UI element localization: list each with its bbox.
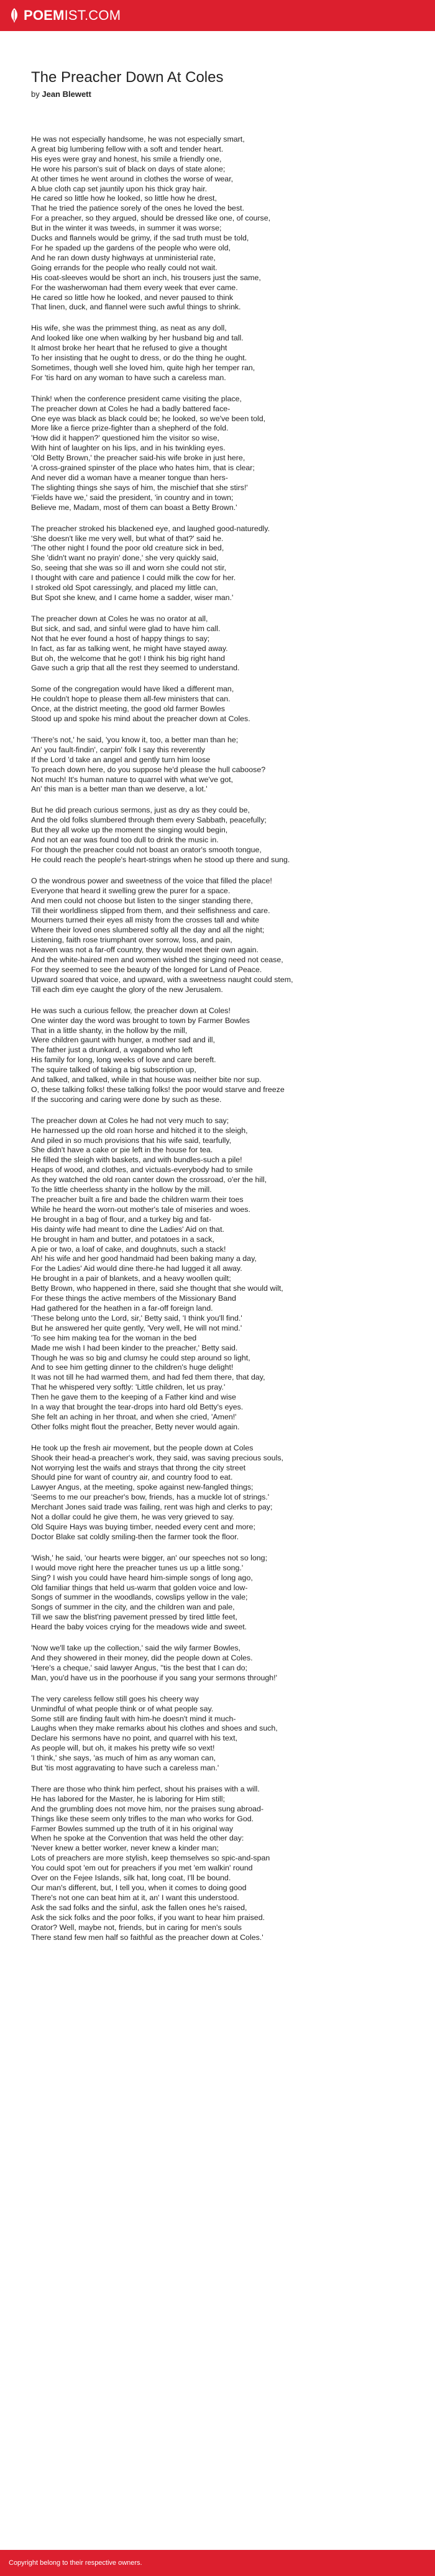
poem-line: The father just a drunkard, a vagabond who left	[31, 1045, 193, 1055]
poem-line: A blue cloth cap set jauntily upon his thick gray hair.	[31, 184, 208, 193]
poem-line: Over on the Fejee Islands, silk hat, long coat, I'll be bound.	[31, 1873, 231, 1883]
poem-line: For he spaded up the gardens of the people who were old,	[31, 243, 231, 252]
poem-line: But Spot she knew, and I came home a sadder, wiser man.'	[31, 593, 234, 602]
poem-line: And talked, and talked, while in that house was neither bite nor sup.	[31, 1075, 262, 1085]
poem-line: Heard the baby voices crying for the meadows wide and sweet.	[31, 1623, 247, 1632]
poem-stanza	[31, 1006, 404, 1105]
poem-line: In a way that brought the tear-drops into hard old Betty's eyes.	[31, 1403, 244, 1412]
poem-line: Sing? I wish you could have heard him-simple songs of long ago,	[31, 1573, 253, 1582]
poem-line: The preacher down at Coles he had a badly battered face-	[31, 404, 231, 413]
poem-line: To her insisting that he ought to dress, or do the thing he ought.	[31, 353, 247, 363]
poem-line: Where their loved ones slumbered softly all the day and all the night;	[31, 926, 265, 935]
poem-line: 'Now we'll take up the collection,' said the wily farmer Bowles,	[31, 1644, 240, 1653]
poem-line: She 'didn't want no prayin' done,' she very quickly said,	[31, 553, 219, 563]
poem-line: I would move right here the preacher tunes us up a little song.'	[31, 1563, 244, 1572]
logo-text	[24, 7, 121, 24]
logo-text-bold: POEM	[24, 7, 65, 23]
poem-line: There stand few men half so faithful as the preacher down at Coles.'	[31, 1932, 263, 1942]
poem-stanza	[31, 685, 404, 724]
poem-stanza	[31, 1785, 404, 1943]
poem-line: 'Fields have we,' said the president, 'in country and in town;	[31, 493, 234, 502]
poem-line: 'Wish,' he said, 'our hearts were bigger, an' our speeches not so long;	[31, 1553, 268, 1562]
poem-line: I thought with care and patience I could milk the cow for her.	[31, 573, 236, 583]
poem-line: It was not till he had warmed them, and had fed them there, that day,	[31, 1373, 265, 1382]
poem-line: But in the winter it was tweeds, in summer it was worse;	[31, 224, 222, 233]
poem-line: He was such a curious fellow, the preacher down at Coles!	[31, 1006, 231, 1015]
poem-line: If the Lord 'd take an angel and gently turn him loose	[31, 755, 211, 764]
poem-line: O the wondrous power and sweetness of the voice that filled the place!	[31, 876, 272, 885]
poem-line: He filled the sleigh with baskets, and with bundles-such a pile!	[31, 1155, 242, 1165]
poem-line: He couldn't hope to please them all-few ministers that can.	[31, 694, 231, 704]
poem-line: He has labored for the Master, he is laboring for Him still;	[31, 1794, 225, 1803]
author-link[interactable]: Jean Blewett	[42, 89, 91, 99]
poem-line: Other folks might flout the preacher, Betty never would again.	[31, 1422, 240, 1431]
poem-byline	[31, 89, 404, 99]
poem-line: At other times he went around in clothes the worse of wear,	[31, 174, 234, 183]
poem-stanza	[31, 135, 404, 312]
poem-line: He harnessed up the old roan horse and hitched it to the sleigh,	[31, 1126, 248, 1135]
poem-line: Think! when the conference president came visiting the place,	[31, 394, 242, 403]
poem-line: Doctor Blake sat coldly smiling-then the farmer took the floor.	[31, 1532, 239, 1541]
poem-line: Unmindful of what people think or of what people say.	[31, 1704, 214, 1713]
poem-stanza	[31, 1554, 404, 1632]
poem-line: Believe me, Madam, most of them can boast a Betty Brown.'	[31, 503, 237, 512]
poem-line: If the succoring and caring were done by such as these.	[31, 1095, 222, 1104]
poem-line: And men could not choose but listen to the singer standing there,	[31, 896, 253, 905]
poem-line: Had gathered for the heathen in a far-off foreign land.	[31, 1303, 213, 1313]
poem-line: For though the preacher could not boast an orator's smooth tongue,	[31, 845, 262, 854]
poem-line: And to see him getting dinner to the children's huge delight!	[31, 1363, 234, 1372]
byline-prefix: by	[31, 89, 40, 99]
poem-line: O, these talking folks! these talking folks! the poor would starve and freeze	[31, 1085, 285, 1094]
poem-line: He took up the fresh air movement, but the people down at Coles	[31, 1443, 254, 1452]
poem-line: But they all woke up the moment the singing would begin,	[31, 826, 228, 835]
poem-line: He brought in a bag of flour, and a turkey big and fat-	[31, 1214, 211, 1224]
poem-line: Till each dim eye caught the glory of the new Jerusalem.	[31, 985, 223, 994]
poem-stanza	[31, 614, 404, 673]
poem-line: 'These belong unto the Lord, sir,' Betty said, 'I think you'll find.'	[31, 1313, 242, 1322]
poem-line: Our man's different, but, I tell you, when it comes to doing good	[31, 1883, 247, 1892]
poem-line: She felt an aching in her throat, and when she cried, 'Amen!'	[31, 1412, 237, 1421]
poem-line: And not an ear was found too dull to drink the music in.	[31, 835, 219, 845]
poem-line: Things like these seem only trifles to the man who works for God.	[31, 1814, 254, 1823]
poem-line: The preacher down at Coles he had not very much to say;	[31, 1116, 229, 1125]
poem-line: He was not especially handsome, he was not especially smart,	[31, 135, 245, 143]
poem-line: Made me wish I had been kinder to the preacher,' Betty said.	[31, 1343, 238, 1352]
poem-line: He could reach the people's heart-strings when he stood up there and sung.	[31, 855, 290, 864]
poem-line: Orator? Well, maybe not, friends, but in caring for men's souls	[31, 1923, 242, 1932]
poem-line: There are those who think him perfect, shout his praises with a will.	[31, 1784, 260, 1793]
poem-line: With hint of laughter on his lips, and in his twinkling eyes.	[31, 444, 226, 453]
quill-icon	[9, 7, 20, 24]
poem-line: Lots of preachers are more stylish, keep themselves so spic-and-span	[31, 1854, 270, 1863]
logo-text-rest: IST.COM	[64, 7, 121, 23]
poem-line: More like a fierce prize-fighter than a shepherd of the fold.	[31, 424, 229, 433]
poem-line: Old Squire Hays was buying timber, needed every cent and more;	[31, 1522, 255, 1531]
poem-stanza	[31, 735, 404, 794]
poem-line: A great big lumbering fellow with a soft and tender heart.	[31, 144, 224, 153]
poem-line: When he spoke at the Convention that was held the other day:	[31, 1834, 244, 1843]
poem-line: 'How did it happen?' questioned him the visitor so wise,	[31, 434, 219, 443]
poem-line: He brought in ham and butter, and potatoes in a sack,	[31, 1234, 214, 1244]
poem-line: As people will, but oh, it makes his pretty wife so vext!	[31, 1744, 215, 1753]
poem-line: For they seemed to see the beauty of the longed for Land of Peace.	[31, 965, 262, 974]
poem-line: His family for long, long weeks of love and care bereft.	[31, 1055, 216, 1065]
poem-line: A pie or two, a loaf of cake, and doughnuts, such a stack!	[31, 1244, 226, 1254]
poem-line: One winter day the word was brought to town by Farmer Bowles	[31, 1016, 250, 1025]
poem-line: Gave such a grip that all the rest they seemed to understand.	[31, 663, 240, 673]
poem-line: 'To see him making tea for the woman in the bed	[31, 1333, 197, 1342]
poem-line: To preach down here, do you suppose he'd please the hull caboose?	[31, 765, 266, 774]
poem-line: 'There's not,' he said, 'you know it, too, a better man than he;	[31, 735, 239, 744]
poem-line: Ask the sick folks and the poor folks, if you want to hear him praised.	[31, 1913, 265, 1922]
poem-stanza	[31, 1444, 404, 1542]
poem-line: 'Here's a cheque,' said lawyer Angus, ''tis the best that I can do;	[31, 1663, 247, 1672]
poem-line: While he heard the worn-out mother's tale of miseries and woes.	[31, 1204, 250, 1214]
poem-line: And they showered in their money, did the people down at Coles.	[31, 1653, 253, 1662]
poem-line: Were children gaunt with hunger, a mother sad and ill,	[31, 1035, 215, 1045]
poem-line: 'She doesn't like me very well, but what of that?' said he.	[31, 534, 224, 543]
poem-line: Betty Brown, who happened in there, said she thought that she would wilt,	[31, 1284, 283, 1293]
poem-line: His wife, she was the primmest thing, as neat as any doll,	[31, 324, 227, 333]
poem-line: But oh, the welcome that he got! I think his big right hand	[31, 653, 226, 663]
poem-line: The preacher stroked his blackened eye, and laughed good-naturedly.	[31, 524, 270, 533]
poem-title: The Preacher Down At Coles	[31, 69, 224, 86]
poem-line: Heaps of wood, and clothes, and victuals-everybody had to smile	[31, 1165, 253, 1175]
poem-line: Shook their head-a preacher's work, they said, was saving precious souls,	[31, 1453, 283, 1462]
poem-stanza	[31, 1695, 404, 1773]
poem-line: There's not one can beat him at it, an' I want this understood.	[31, 1893, 239, 1902]
poem-line: For the Ladies' Aid would dine there-he had lugged it all away.	[31, 1264, 242, 1273]
site-footer	[0, 2550, 435, 2576]
poem-line: Should pine for want of country air, and country food to eat.	[31, 1473, 233, 1482]
poem-line: Songs of summer in the city, and the children wan and pale,	[31, 1603, 235, 1612]
poem-line: Stood up and spoke his mind about the preacher down at Coles.	[31, 714, 250, 724]
poem-line: And looked like one when walking by her husband big and tall.	[31, 334, 244, 343]
poem-line: So, seeing that she was so ill and worn she could not stir,	[31, 563, 227, 573]
poem-stanza	[31, 1644, 404, 1683]
poem-line: You could spot 'em out for preachers if you met 'em walkin' round	[31, 1864, 253, 1873]
poem-stanza	[31, 1116, 404, 1432]
poem-line: Then he gave them to the keeping of a Father kind and wise	[31, 1393, 236, 1402]
poem-line: Upward soared that voice, and upward, with a sweetness naught could stem,	[31, 975, 293, 984]
poem-line: He cared so little how he looked, and never paused to think	[31, 293, 234, 302]
poem-line: And piled in so much provisions that his wife said, tearfully,	[31, 1136, 232, 1145]
poem-line: Not that he ever found a host of happy things to say;	[31, 634, 210, 643]
poem-line: He brought in a pair of blankets, and a heavy woollen quilt;	[31, 1274, 231, 1283]
poem-stanza	[31, 806, 404, 865]
poem-line: Songs of summer in the woodlands, cowslips yellow in the vale;	[31, 1593, 248, 1602]
poem-line: One eye was black as black could be; he looked, so we've been told,	[31, 414, 266, 423]
poem-line: For these things the active members of the Missionary Band	[31, 1294, 236, 1303]
poem-line: Going errands for the people who really could not wait.	[31, 263, 218, 272]
footer-copyright: Copyright belong to their respective owners.	[9, 2559, 142, 2567]
poem-line: That in a little shanty, in the hollow by the mill,	[31, 1026, 188, 1035]
poem-body	[31, 135, 404, 1942]
poem-line: The squire talked of taking a big subscription up,	[31, 1065, 196, 1075]
poem-line: She didn't have a cake or pie left in the house for tea.	[31, 1145, 213, 1155]
poem-line: Old familiar things that held us-warm that golden voice and low-	[31, 1583, 248, 1592]
poem-line: And never did a woman have a meaner tongue than hers-	[31, 473, 228, 482]
poem-line: The slighting things she says of him, the mischief that she stirs!'	[31, 483, 248, 492]
poem-line: Ask the sad folks and the sinful, ask the fallen ones he's raised,	[31, 1903, 247, 1912]
poem-line: 'I think,' she says, 'as much of him as any woman can,	[31, 1754, 216, 1763]
poem-line: Some still are finding fault with him-he doesn't mind it much-	[31, 1714, 236, 1723]
poem-line: And the white-haired men and women wished the singing need not cease,	[31, 955, 283, 965]
poem-line: Laughs when they make remarks about his clothes and shoes and such,	[31, 1724, 278, 1733]
poem-line: Till their worldliness slipped from them, and their selfishness and care.	[31, 906, 270, 915]
poem-line: To the little cheerless shanty in the hollow by the mill.	[31, 1185, 212, 1195]
poem-line: Ah! his wife and her good handmaid had been baking many a day,	[31, 1254, 257, 1263]
poem-line: An' this man is a better man than we deserve, a lot.'	[31, 785, 208, 794]
poem-line: Some of the congregation would have liked a different man,	[31, 685, 234, 694]
poem-stanza	[31, 394, 404, 513]
poem-line: The very careless fellow still goes his cheery way	[31, 1694, 199, 1703]
poem-line: Farmer Bowles summed up the truth of it in his original way	[31, 1824, 234, 1833]
poem-stanza	[31, 876, 404, 995]
poem-line: Not a dollar could he give them, he was very grieved to say.	[31, 1513, 234, 1522]
site-logo[interactable]	[9, 7, 121, 24]
poem-line: He wore his parson's suit of black on days of state alone;	[31, 164, 226, 173]
poem-line: His dainty wife had meant to dine the Ladies' Aid on that.	[31, 1224, 224, 1234]
poem-line: He cared so little how he looked, so little how he drest,	[31, 194, 217, 203]
site-header	[0, 0, 435, 31]
poem-line: It almost broke her heart that he refused to give a thought	[31, 344, 227, 353]
poem-line: Once, at the district meeting, the good old farmer Bowles	[31, 704, 225, 714]
poem-line: His coat-sleeves would be short an inch, his trousers just the same,	[31, 273, 261, 282]
poem-line: For a preacher, so they argued, should be dressed like one, of course,	[31, 214, 271, 223]
poem-line: The preacher built a fire and bade the children warm their toes	[31, 1195, 244, 1204]
poem-line: Listening, faith rose triumphant over sorrow, loss, and pain,	[31, 935, 232, 945]
poem-line: Till we saw the blist'ring pavement pressed by tired little feet,	[31, 1613, 237, 1622]
poem-line: 'Old Betty Brown,' the preacher said-his wife broke in just here,	[31, 453, 245, 463]
poem-line: His eyes were gray and honest, his smile a friendly one,	[31, 154, 222, 163]
poem-line: And the grumbling does not move him, nor the praises sung abroad-	[31, 1804, 264, 1813]
poem-line: That he tried the patience sorely of the ones he loved the best.	[31, 204, 245, 213]
poem-line: Declare his sermons have no point, and quarrel with his text,	[31, 1734, 237, 1743]
poem-line: And he ran down dusty highways at unministerial rate,	[31, 253, 216, 262]
poem-line: Lawyer Angus, at the meeting, spoke against new-fangled things;	[31, 1483, 254, 1492]
poem-line: Mourners turned their eyes all misty from the crosses tall and white	[31, 916, 260, 925]
poem-stanza	[31, 324, 404, 383]
poem-line: But he did preach curious sermons, just as dry as they could be,	[31, 806, 250, 815]
poem-line: Not much! It's human nature to quarrel with what we've got,	[31, 775, 233, 784]
poem-line: 'A cross-grained spinster of the place who hates him, that is clear;	[31, 463, 255, 473]
poem-line: I stroked old Spot caressingly, and placed my little can,	[31, 583, 218, 593]
poem-line: Merchant Jones said trade was failing, rent was high and clerks to pay;	[31, 1503, 273, 1512]
poem-line: Heaven was not a far-off country, they would meet their own again.	[31, 945, 259, 955]
poem-line: Everyone that heard it swelling grew the purer for a space.	[31, 886, 231, 895]
poem-line: Not worrying lest the waifs and strays that throng the city street	[31, 1463, 246, 1472]
poem-line: Though he was so big and clumsy he could step around so light,	[31, 1353, 250, 1362]
poem-line: And the old folks slumbered through them every Sabbath, peacefully;	[31, 816, 267, 825]
poem-line: But he answered her quite gently, 'Very well, He will not mind.'	[31, 1323, 242, 1332]
poem-line: For 'tis hard on any woman to have such a careless man.	[31, 373, 226, 382]
poem-line: 'The other night I found the poor old creature sick in bed,	[31, 544, 224, 553]
poem-line: The preacher down at Coles he was no orator at all,	[31, 614, 208, 623]
poem-line: But 'tis most aggravating to have such a careless man.'	[31, 1764, 219, 1773]
poem-content	[0, 31, 435, 1942]
poem-line: That he whispered very softly: 'Little children, let us pray.'	[31, 1383, 226, 1392]
poem-line: For the washerwoman had them every week that ever came.	[31, 283, 238, 292]
poem-line: 'Seems to me our preacher's bow, friends, has a muckle lot of strings.'	[31, 1493, 270, 1502]
poem-line: That linen, duck, and flannel were such awful things to shrink.	[31, 303, 241, 312]
poem-line: 'Never knew a better worker, never knew a kinder man;	[31, 1844, 219, 1853]
poem-line: In fact, as far as talking went, he might have stayed away.	[31, 644, 228, 653]
poem-line: Man, you'd have us in the poorhouse if you sang your sermons through!'	[31, 1673, 277, 1682]
poem-line: An' you fault-findin', carpin' folk I say this reverently	[31, 745, 205, 754]
poem-line: As they watched the old roan canter down the crossroad, o'er the hill,	[31, 1175, 267, 1185]
poem-line: Sometimes, though well she loved him, quite high her temper ran,	[31, 363, 255, 372]
poem-line: Ducks and flannels would be grimy, if the sad truth must be told,	[31, 234, 249, 243]
poem-stanza	[31, 524, 404, 603]
poem-line: But sick, and sad, and sinful were glad to have him call.	[31, 624, 221, 633]
